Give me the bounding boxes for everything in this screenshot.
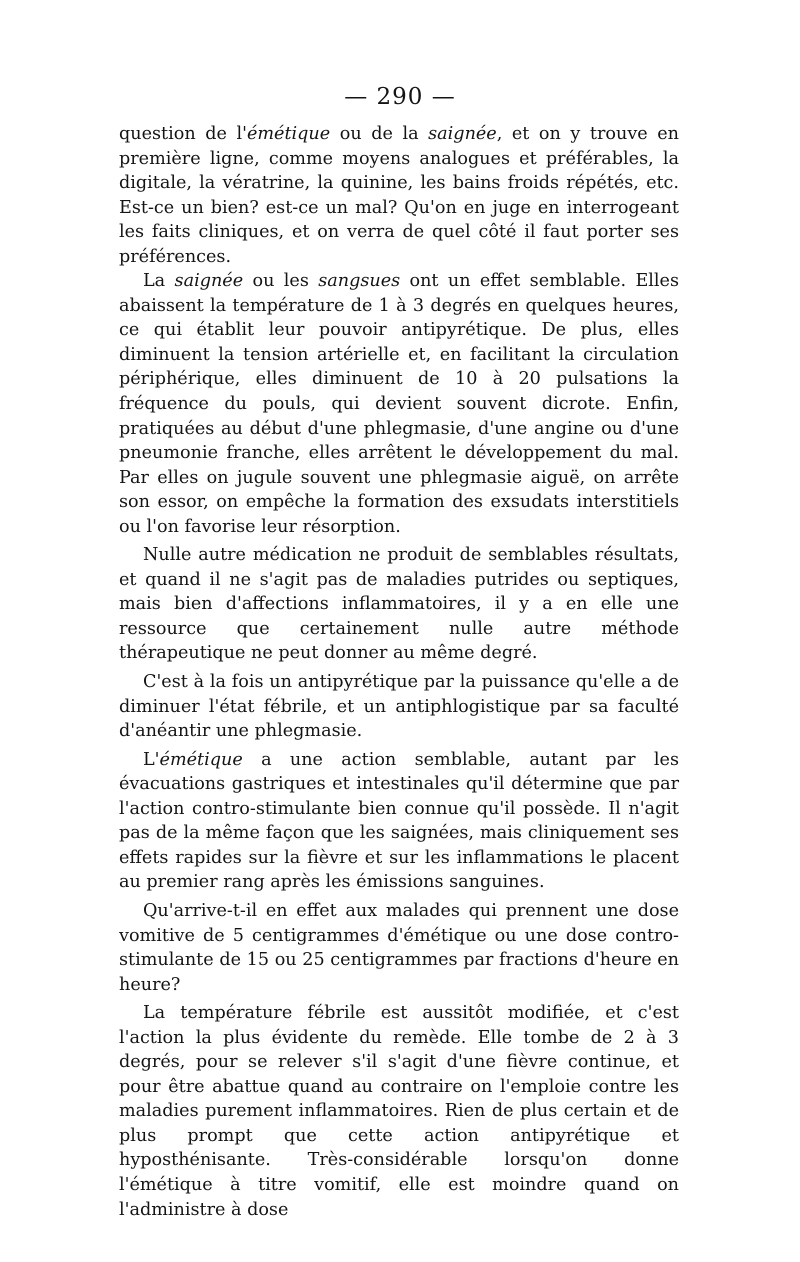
paragraph: Nulle autre médication ne produit de semblables résultats, et quand il ne s'agit pas de maladies putrides ou septiques, mais bien d'affections inflammatoires, il y a en elle une ressource que certainement nulle autre méthode thérapeutique ne peut donner au même degré. [119, 545, 679, 664]
italic-term: sangsues [318, 271, 401, 292]
page-body [119, 122, 679, 1222]
paragraph: Qu'arrive-t-il en effet aux malades qui prennent une dose vomitive de 5 centigrammes d'émétique ou une dose contro-stimulante de 15 ou 25 centigrammes par fractions d'heure en heure? [119, 900, 679, 995]
italic-term: saignée [428, 124, 497, 144]
italic-term: émétique [159, 749, 243, 770]
italic-term: saignée [174, 271, 244, 292]
page-number: — 290 — [344, 84, 456, 110]
paragraph: question de l'émétique ou de la saignée, et on y trouve en première ligne, comme moyens analogues et préférables, la digitale, la vératrine, la quinine, les bains froids répétés, etc. Est-ce un bien? est-ce un mal? Qu'on en juge en interrogeant les faits cliniques, et on verra de quel côté il faut porter ses préférences. [119, 124, 679, 267]
italic-term: émétique [246, 124, 331, 144]
paragraph: La température fébrile est aussitôt modifiée, et c'est l'action la plus évidente du remède. Elle tombe de 2 à 3 degrés, pour se relever s'il s'agit d'une fièvre continue, et pour être abattue quand au contraire on l'emploie contre les maladies purement inflammatoires. Rien de plus certain et de plus prompt que cette action antipyrétique et hyposthénisante. Très-considérable lorsqu'on donne l'émétique à titre vomitif, elle est moindre quand on l'administre à dose [119, 1003, 679, 1220]
paragraph: C'est à la fois un antipyrétique par la puissance qu'elle a de diminuer l'état fébrile, et un antiphlogistique par sa faculté d'anéantir une phlegmasie. [119, 672, 679, 742]
paragraph: La saignée ou les sangsues ont un effet semblable. Elles abaissent la température de 1 à 3 degrés en quelques heures, ce qui établit leur pouvoir antipyrétique. De plus, elles diminuent la tension artérielle et, en facilitant la circulation périphérique, elles diminuent de 10 à 20 pulsations la fréquence du pouls, qui devient souvent dicrote. Enfin, pratiquées au début d'une phlegmasie, d'une angine ou d'une pneumonie franche, elles arrêtent le développement du mal. Par elles on jugule souvent une phlegmasie aiguë, on arrête son essor, on empêche la formation des exsudats interstitiels ou l'on favorise leur résorption. [119, 271, 679, 537]
paragraph: L'émétique a une action semblable, autant par les évacuations gastriques et intestinales qu'il détermine que par l'action contro-stimulante bien connue qu'il possède. Il n'agit pas de la même façon que les saignées, mais cliniquement ses effets rapides sur la fièvre et sur les inflammations le placent au premier rang après les émissions sanguines. [119, 749, 679, 893]
